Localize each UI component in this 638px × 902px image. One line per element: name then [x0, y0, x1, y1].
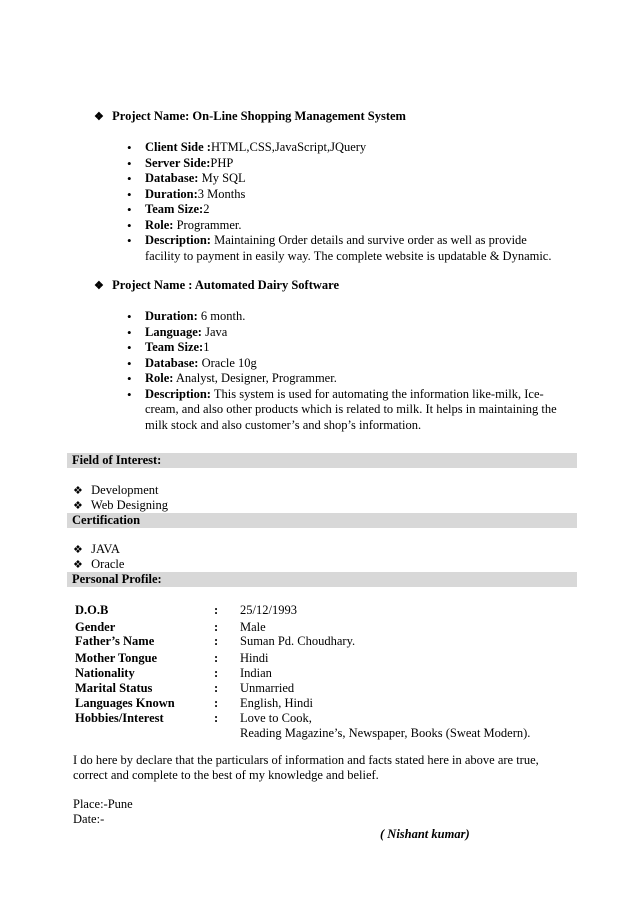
bullet-icon: • — [127, 140, 132, 155]
detail-continuation-text: cream, and also other products which is related to milk. It helps in maintaining the — [145, 402, 557, 416]
profile-key: Gender — [75, 620, 116, 634]
detail-value: Analyst, Designer, Programmer. — [173, 371, 337, 385]
detail-label: Role: — [145, 371, 174, 385]
project-2-title: ❖ Project Name : Automated Dairy Software — [94, 278, 340, 292]
detail-text — [145, 171, 246, 186]
detail-text — [145, 156, 233, 171]
bullet-icon: • — [127, 171, 132, 186]
bullet-icon: • — [127, 233, 132, 248]
certification-item: ❖ JAVA — [73, 542, 120, 556]
profile-key: Hobbies/Interest — [75, 711, 164, 725]
profile-colon: : — [214, 651, 219, 665]
detail-label: Description: — [145, 233, 211, 247]
detail-text — [145, 187, 245, 202]
detail-text — [145, 340, 209, 355]
detail-text — [145, 309, 245, 324]
detail-text — [145, 140, 366, 155]
profile-value: Suman Pd. Choudhary. — [240, 634, 356, 648]
detail-value: Maintaining Order details and survive order as well as provide — [210, 233, 527, 247]
personal-profile-heading: Personal Profile: — [67, 572, 577, 587]
profile-value: Unmarried — [240, 681, 295, 695]
bullet-icon: • — [127, 371, 132, 386]
detail-value: 2 — [203, 202, 210, 216]
profile-value: Indian — [240, 666, 272, 680]
detail-text — [145, 371, 337, 386]
profile-key: D.O.B — [75, 603, 109, 617]
profile-value-continuation: Reading Magazine’s, Newspaper, Books (Sweat Modern). — [240, 726, 531, 740]
profile-key: Mother Tongue — [75, 651, 158, 665]
detail-value: 1 — [203, 340, 210, 354]
interest-item: ❖ Web Designing — [73, 498, 169, 512]
profile-colon: : — [214, 666, 219, 680]
detail-text — [145, 356, 257, 371]
place-line: Place:-Pune — [73, 797, 133, 811]
detail-value: HTML,CSS,JavaScript,JQuery — [210, 140, 367, 154]
project-1-title: ❖ Project Name: On-Line Shopping Management System — [94, 109, 406, 123]
declaration-line: correct and complete to the best of my knowledge and belief. — [73, 768, 379, 782]
certification-item: ❖ Oracle — [73, 557, 125, 571]
profile-key: Father’s Name — [75, 634, 155, 648]
detail-label: Database: — [145, 355, 199, 370]
detail-label: Role: — [145, 217, 174, 232]
detail-text — [145, 233, 527, 248]
profile-value: Love to Cook, — [240, 711, 312, 725]
detail-text — [145, 218, 242, 233]
profile-value: Male — [240, 620, 266, 634]
detail-value: Java — [201, 324, 228, 339]
detail-value: Programmer. — [173, 217, 242, 232]
profile-colon: : — [214, 681, 219, 695]
certification-heading: Certification — [67, 513, 577, 528]
detail-value: 3 Months — [197, 186, 246, 201]
detail-text — [145, 325, 227, 340]
bullet-icon: • — [127, 386, 132, 402]
detail-continuation-text: facility to payment in easily way. The complete website is updatable & Dynamic. — [145, 248, 552, 263]
bullet-icon: • — [127, 186, 132, 202]
diamond-bullet-icon: ❖ — [73, 559, 83, 571]
profile-value: English, Hindi — [240, 696, 313, 710]
profile-key: Marital Status — [75, 681, 153, 695]
profile-colon: : — [214, 603, 219, 617]
detail-label: Language: — [145, 324, 202, 339]
detail-value: PHP — [210, 155, 234, 170]
bullet-icon: • — [127, 217, 132, 233]
date-line: Date:- — [73, 812, 105, 826]
profile-value: Hindi — [240, 651, 269, 665]
profile-colon: : — [214, 620, 219, 634]
bullet-icon: • — [127, 340, 132, 355]
diamond-bullet-icon: ❖ — [73, 544, 83, 556]
interest-item: ❖ Development — [73, 483, 159, 497]
profile-key: Nationality — [75, 666, 135, 680]
detail-continuation-text: milk stock and also customer’s and shop’s information. — [145, 417, 422, 432]
detail-label: Server Side: — [145, 155, 211, 170]
profile-key: Languages Known — [75, 696, 175, 710]
detail-label: Database: — [145, 171, 199, 185]
signature-name: ( Nishant kumar) — [380, 827, 470, 841]
profile-colon: : — [214, 634, 219, 648]
profile-colon: : — [214, 696, 219, 710]
profile-colon: : — [214, 711, 219, 725]
bullet-icon: • — [127, 155, 132, 171]
diamond-bullet-icon: ❖ — [94, 111, 104, 123]
detail-value: Oracle 10g — [198, 355, 257, 370]
detail-label: Client Side : — [145, 140, 211, 154]
diamond-bullet-icon: ❖ — [73, 500, 83, 512]
declaration-line: I do here by declare that the particulars of information and facts stated here in above are true, — [73, 753, 539, 767]
bullet-icon: • — [127, 355, 132, 371]
profile-value: 25/12/1993 — [240, 603, 297, 617]
diamond-bullet-icon: ❖ — [73, 485, 83, 497]
detail-label: Duration: — [145, 186, 198, 201]
field-of-interest-heading: Field of Interest: — [67, 453, 577, 468]
bullet-icon: • — [127, 309, 132, 324]
detail-label: Team Size: — [145, 340, 204, 354]
detail-text — [145, 202, 209, 217]
diamond-bullet-icon: ❖ — [94, 280, 104, 292]
detail-label: Description: — [145, 386, 211, 401]
detail-text — [145, 387, 544, 402]
bullet-icon: • — [127, 324, 132, 340]
bullet-icon: • — [127, 202, 132, 217]
detail-value: This system is used for automating the information like-milk, Ice- — [210, 386, 544, 401]
detail-label: Team Size: — [145, 202, 204, 216]
detail-label: Duration: — [145, 309, 198, 323]
detail-value: 6 month. — [197, 309, 246, 323]
detail-value: My SQL — [198, 171, 246, 185]
